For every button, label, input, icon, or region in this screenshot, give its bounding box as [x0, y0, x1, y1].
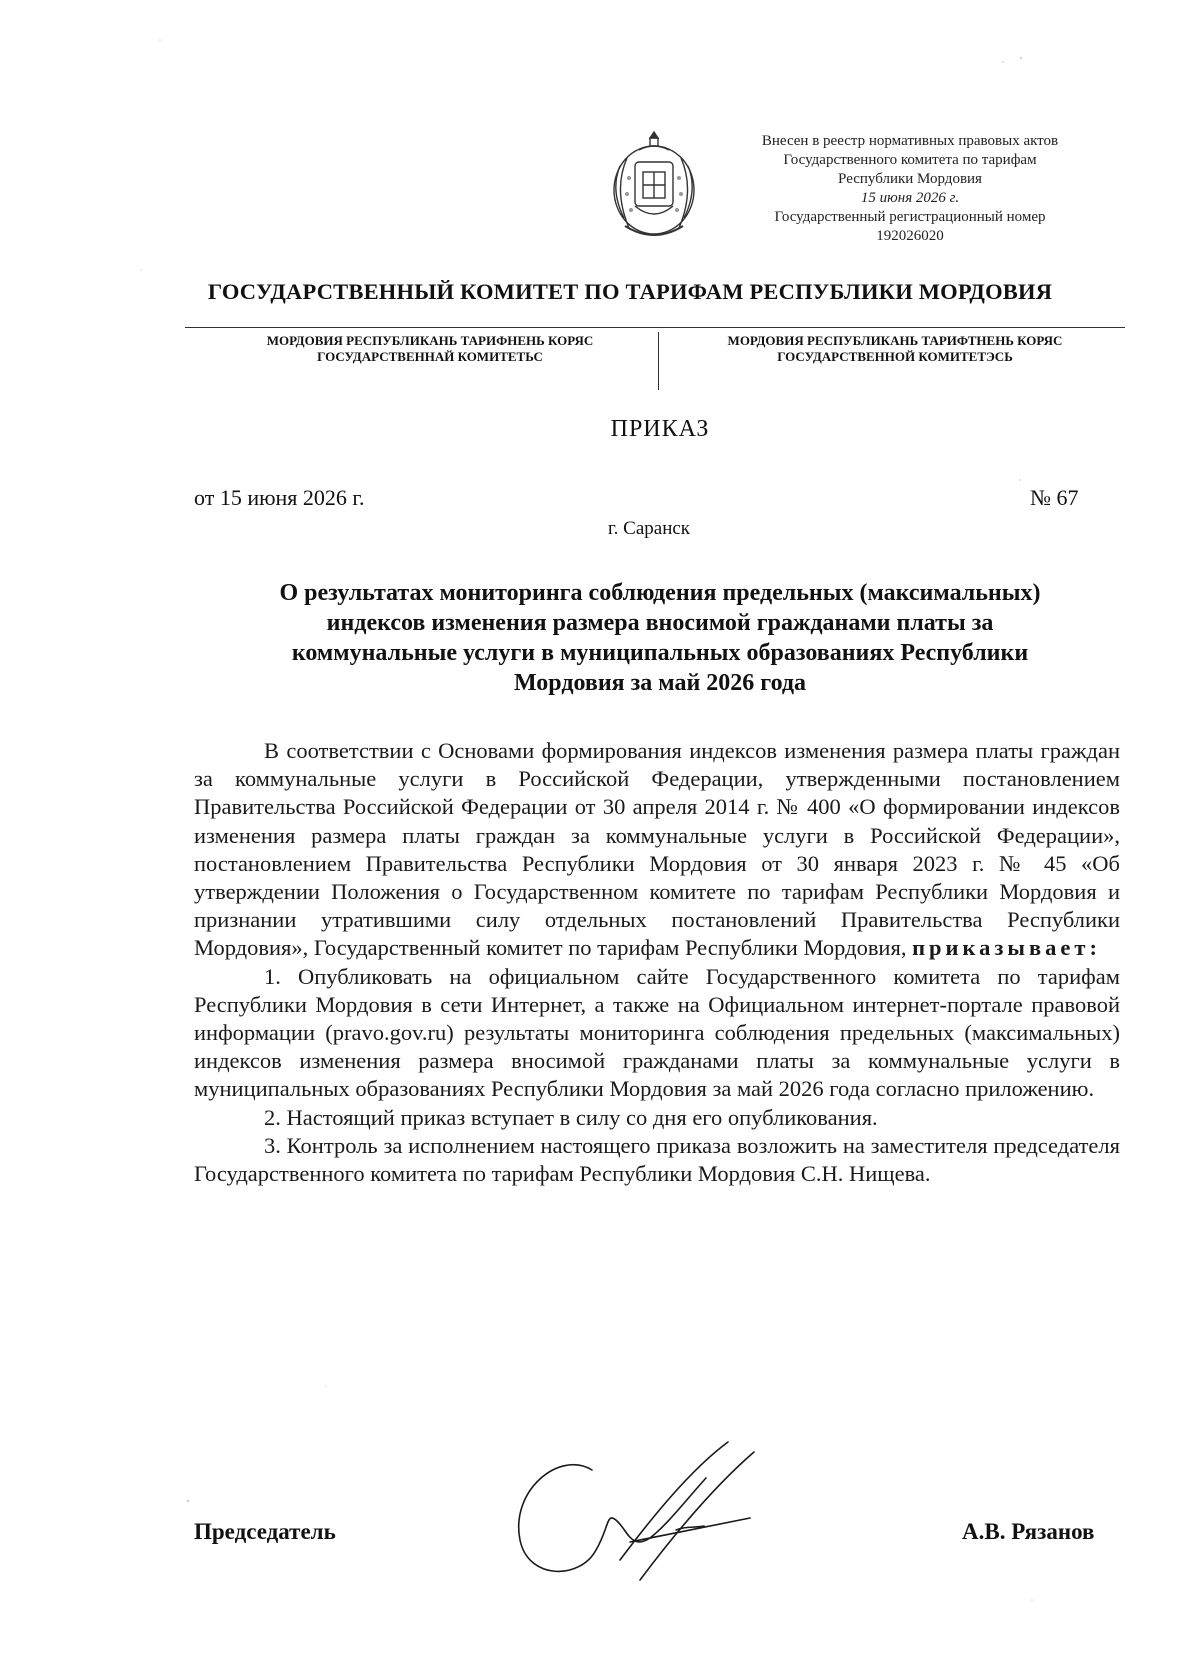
- moksha-committee-name: [215, 333, 645, 365]
- moksha-line: МОРДОВИЯ РЕСПУБЛИКАНЬ ТАРИФНЕНЬ КОРЯС: [266, 333, 594, 348]
- order-body: [194, 737, 1120, 1188]
- order-item-2: 2. Настоящий приказ вступает в силу со дня его опубликования.: [264, 1104, 878, 1130]
- registry-stamp: [700, 132, 1120, 246]
- heading-line: коммунальные услуги в муниципальных образованиях Республики: [291, 640, 1029, 666]
- erzya-line: ГОСУДАРСТВЕННОЙ КОМИТЕТЭСЬ: [777, 349, 1013, 364]
- registry-line: Внесен в реестр нормативных правовых актов: [761, 133, 1059, 149]
- vertical-divider: [658, 332, 659, 390]
- orders-word: приказывает:: [912, 935, 1101, 961]
- registry-line: Государственный регистрационный номер: [774, 209, 1046, 225]
- order-heading: [205, 578, 1115, 698]
- signatory-name: А.В. Рязанов: [962, 1519, 1095, 1544]
- registry-date: 15 июня 2026 г.: [860, 190, 960, 206]
- order-item-1: 1. Опубликовать на официальном сайте Государственного комитета по тарифам Республики Мордовия в сети Интернет, а также на Официальном интернет-портале правовой информации (pravo.gov.ru) результаты мониторинга соблюдения предельных (максимальных) индексов изменения размера вносимой гражданами платы за коммунальные услуги в муниципальных образованиях Республики Мордовия за май 2026 года согласно приложению.: [194, 963, 1120, 1102]
- preamble-text: В соответствии с Основами формирования индексов изменения размера платы граждан за коммунальные услуги в Российской Федерации, утвержденными постановлением Правительства Российской Федерации от 30 апреля 2014 г. № 400 «О формировании индексов изменения размера платы граждан за коммунальные услуги в Российской Федерации», постановлением Правительства Республики Мордовия от 30 января 2023 г. № 45 «Об утверждении Положения о Государственном комитете по тарифам Республики Мордовия и признании утратившими силу отдельных постановлений Правительства Республики Мордовия», Государственный комитет по тарифам Республики Мордовия,: [194, 738, 1120, 961]
- signatory-title: Председатель: [194, 1519, 336, 1544]
- registry-number: 192026020: [876, 228, 944, 244]
- handwritten-signature: [500, 1430, 780, 1590]
- erzya-committee-name: [670, 333, 1120, 365]
- moksha-line: ГОСУДАРСТВЕННАЙ КОМИТЕТЬС: [317, 349, 543, 364]
- committee-title: ГОСУДАРСТВЕННЫЙ КОМИТЕТ ПО ТАРИФАМ РЕСПУБЛИКИ МОРДОВИЯ: [207, 279, 1053, 304]
- preamble-paragraph: [194, 737, 1120, 963]
- coat-of-arms-emblem: [605, 128, 703, 244]
- erzya-line: МОРДОВИЯ РЕСПУБЛИКАНЬ ТАРИФТНЕНЬ КОРЯС: [727, 333, 1063, 348]
- order-number: № 67: [1030, 485, 1079, 510]
- order-item-3: 3. Контроль за исполнением настоящего приказа возложить на заместителя председателя Государственного комитета по тарифам Республики Мордовия С.Н. Нищева.: [194, 1132, 1120, 1187]
- order-title: ПРИКАЗ: [610, 416, 710, 442]
- registry-line: Республики Мордовия: [838, 171, 982, 187]
- registry-line: Государственного комитета по тарифам: [783, 152, 1037, 168]
- header-divider: [185, 327, 1125, 328]
- heading-line: индексов изменения размера вносимой гражданами платы за: [326, 610, 994, 636]
- order-city: г. Саранск: [608, 518, 691, 539]
- heading-line: О результатах мониторинга соблюдения предельных (максимальных): [279, 580, 1041, 606]
- heading-line: Мордовия за май 2026 года: [513, 670, 807, 696]
- order-date: от 15 июня 2026 г.: [194, 485, 365, 510]
